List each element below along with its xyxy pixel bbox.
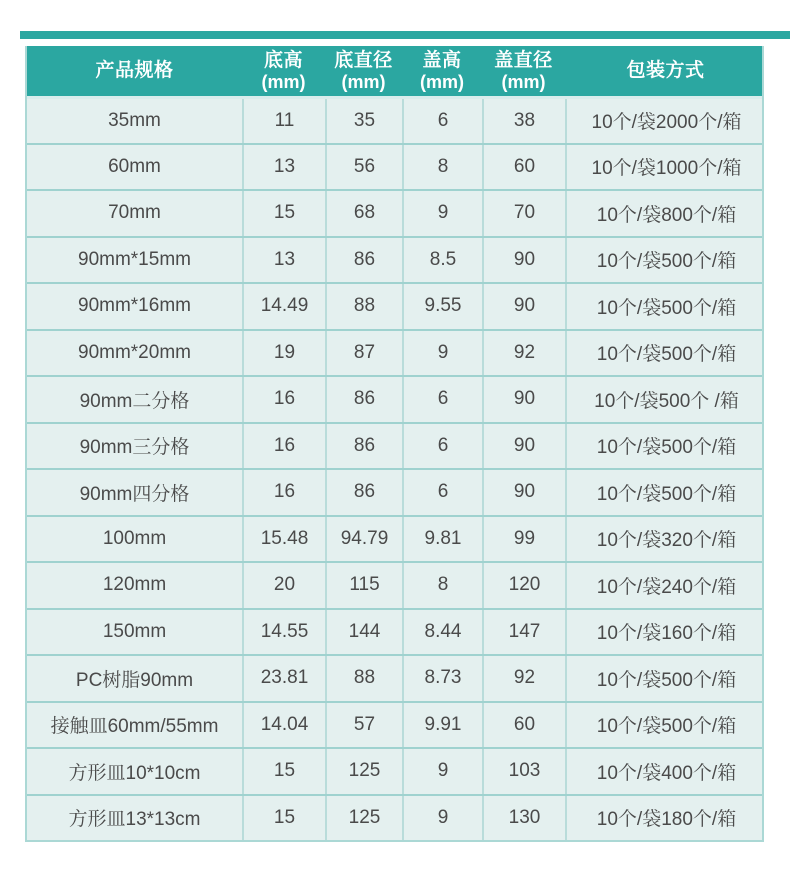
table-header-row — [27, 46, 762, 96]
table-row — [27, 468, 762, 515]
cell-packaging: 10个/袋500个/箱 — [565, 424, 766, 469]
table-row — [27, 701, 762, 748]
cell-base-diameter: 94.79 — [325, 517, 402, 562]
cell-lid-diameter: 90 — [482, 284, 565, 329]
table-row — [27, 236, 762, 283]
header-title: 盖高 — [422, 49, 462, 71]
table-body — [27, 96, 762, 840]
header-unit: (mm) — [501, 71, 546, 92]
cell-lid-diameter: 60 — [482, 703, 565, 748]
cell-base-height: 16 — [242, 377, 325, 422]
cell-lid-height: 8.73 — [402, 656, 482, 701]
table-row — [27, 747, 762, 794]
cell-base-diameter: 144 — [325, 610, 402, 655]
cell-base-height: 19 — [242, 331, 325, 376]
header-unit: (mm) — [341, 71, 386, 92]
header-unit: (mm) — [261, 71, 306, 92]
cell-lid-diameter: 103 — [482, 749, 565, 794]
cell-base-diameter: 86 — [325, 377, 402, 422]
header-title: 底高 — [263, 49, 303, 71]
cell-lid-diameter: 147 — [482, 610, 565, 655]
table-row — [27, 96, 762, 143]
header-cell-lid-diameter — [482, 50, 565, 93]
cell-packaging: 10个/袋500个/箱 — [565, 238, 766, 283]
cell-packaging: 10个/袋800个/箱 — [565, 191, 766, 236]
cell-lid-height: 9 — [402, 191, 482, 236]
cell-spec: 90mm三分格 — [79, 437, 190, 459]
cell-lid-height: 9 — [402, 331, 482, 376]
cell-lid-height: 6 — [402, 99, 482, 143]
cell-lid-height: 6 — [402, 470, 482, 515]
cell-packaging: 10个/袋500个 /箱 — [565, 377, 766, 422]
cell-lid-height: 8 — [402, 563, 482, 608]
cell-base-diameter: 86 — [325, 424, 402, 469]
product-spec-table — [25, 46, 764, 842]
cell-lid-diameter: 99 — [482, 517, 565, 562]
cell-spec: 90mm*15mm — [78, 248, 191, 270]
table-row — [27, 794, 762, 841]
cell-base-height: 15 — [242, 796, 325, 841]
cell-spec: 方形皿10*10cm — [68, 762, 201, 784]
cell-lid-diameter: 120 — [482, 563, 565, 608]
table-row — [27, 608, 762, 655]
cell-packaging: 10个/袋240个/箱 — [565, 563, 766, 608]
cell-base-diameter: 125 — [325, 796, 402, 841]
cell-base-height: 15.48 — [242, 517, 325, 562]
cell-lid-height: 8.5 — [402, 238, 482, 283]
cell-base-diameter: 115 — [325, 563, 402, 608]
cell-lid-diameter: 60 — [482, 145, 565, 190]
header-title: 盖直径 — [494, 49, 553, 71]
cell-lid-height: 6 — [402, 377, 482, 422]
cell-base-diameter: 88 — [325, 656, 402, 701]
cell-lid-height: 9.91 — [402, 703, 482, 748]
cell-lid-diameter: 130 — [482, 796, 565, 841]
cell-lid-height: 9.55 — [402, 284, 482, 329]
cell-spec: 方形皿13*13cm — [68, 809, 201, 831]
table-row — [27, 561, 762, 608]
cell-packaging: 10个/袋400个/箱 — [565, 749, 766, 794]
cell-base-diameter: 86 — [325, 470, 402, 515]
header-title: 包装方式 — [626, 59, 705, 81]
cell-spec: 150mm — [102, 620, 167, 642]
cell-base-height: 15 — [242, 191, 325, 236]
cell-packaging: 10个/袋320个/箱 — [565, 517, 766, 562]
cell-base-height: 16 — [242, 424, 325, 469]
cell-spec: PC树脂90mm — [75, 669, 194, 691]
cell-lid-diameter: 70 — [482, 191, 565, 236]
cell-spec: 接触皿60mm/55mm — [50, 716, 219, 738]
cell-packaging: 10个/袋180个/箱 — [565, 796, 766, 841]
header-unit: (mm) — [420, 71, 464, 92]
cell-base-height: 15 — [242, 749, 325, 794]
table-row — [27, 143, 762, 190]
cell-packaging: 10个/袋1000个/箱 — [565, 145, 766, 190]
cell-base-height: 14.04 — [242, 703, 325, 748]
cell-lid-diameter: 90 — [482, 377, 565, 422]
table-row — [27, 654, 762, 701]
cell-base-diameter: 68 — [325, 191, 402, 236]
cell-spec: 90mm*20mm — [78, 341, 191, 363]
header-cell-spec — [27, 60, 242, 82]
cell-base-height: 13 — [242, 238, 325, 283]
cell-lid-height: 6 — [402, 424, 482, 469]
cell-lid-diameter: 92 — [482, 656, 565, 701]
cell-lid-diameter: 90 — [482, 424, 565, 469]
table-row — [27, 515, 762, 562]
cell-packaging: 10个/袋500个/箱 — [565, 284, 766, 329]
table-row — [27, 422, 762, 469]
cell-lid-diameter: 90 — [482, 238, 565, 283]
cell-packaging: 10个/袋500个/箱 — [565, 331, 766, 376]
cell-lid-height: 8 — [402, 145, 482, 190]
cell-base-diameter: 86 — [325, 238, 402, 283]
cell-spec: 35mm — [108, 109, 161, 131]
cell-packaging: 10个/袋2000个/箱 — [565, 99, 766, 143]
cell-base-height: 23.81 — [242, 656, 325, 701]
cell-spec: 100mm — [102, 527, 167, 549]
cell-base-height: 20 — [242, 563, 325, 608]
header-title: 产品规格 — [95, 59, 174, 81]
cell-base-height: 16 — [242, 470, 325, 515]
header-title: 底直径 — [334, 49, 393, 71]
table-row — [27, 375, 762, 422]
cell-base-height: 13 — [242, 145, 325, 190]
header-cell-base-height — [242, 50, 325, 93]
cell-lid-height: 9 — [402, 796, 482, 841]
header-cell-lid-height — [402, 50, 482, 93]
cell-spec: 90mm*16mm — [78, 295, 191, 317]
cell-packaging: 10个/袋500个/箱 — [565, 470, 766, 515]
cell-packaging: 10个/袋500个/箱 — [565, 656, 766, 701]
cell-base-diameter: 57 — [325, 703, 402, 748]
cell-lid-diameter: 38 — [482, 99, 565, 143]
cell-spec: 70mm — [108, 202, 161, 224]
top-accent-bar — [20, 31, 790, 39]
cell-base-diameter: 35 — [325, 99, 402, 143]
cell-spec: 90mm二分格 — [79, 390, 190, 412]
cell-packaging: 10个/袋500个/箱 — [565, 703, 766, 748]
cell-base-height: 14.55 — [242, 610, 325, 655]
cell-lid-height: 9 — [402, 749, 482, 794]
cell-base-diameter: 56 — [325, 145, 402, 190]
header-cell-packaging — [565, 60, 766, 82]
cell-lid-height: 9.81 — [402, 517, 482, 562]
cell-spec: 90mm四分格 — [79, 483, 190, 505]
header-cell-base-diameter — [325, 50, 402, 93]
cell-base-diameter: 88 — [325, 284, 402, 329]
cell-spec: 60mm — [108, 155, 161, 177]
cell-packaging: 10个/袋160个/箱 — [565, 610, 766, 655]
cell-base-height: 11 — [242, 99, 325, 143]
cell-lid-diameter: 90 — [482, 470, 565, 515]
cell-lid-diameter: 92 — [482, 331, 565, 376]
cell-base-height: 14.49 — [242, 284, 325, 329]
cell-lid-height: 8.44 — [402, 610, 482, 655]
table-row — [27, 329, 762, 376]
table-row — [27, 282, 762, 329]
table-row — [27, 189, 762, 236]
cell-base-diameter: 125 — [325, 749, 402, 794]
cell-base-diameter: 87 — [325, 331, 402, 376]
cell-spec: 120mm — [102, 574, 167, 596]
